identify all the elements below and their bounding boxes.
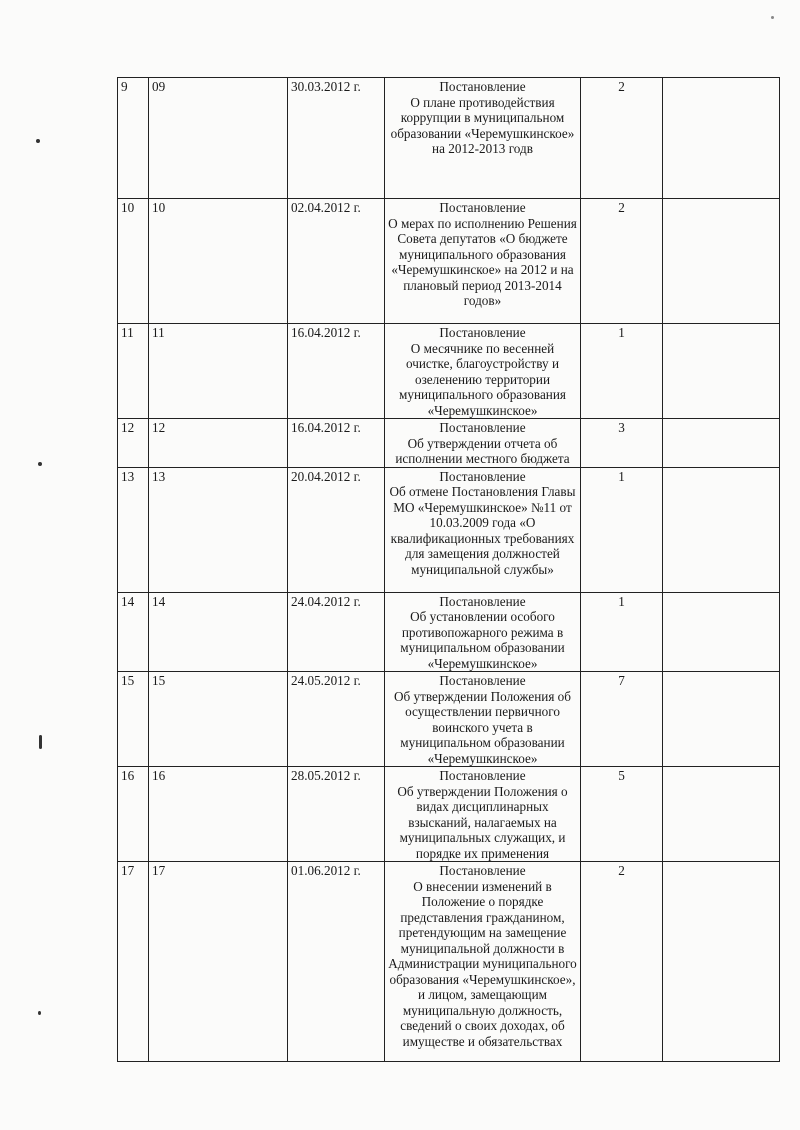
document-subject: О мерах по исполнению Решения Совета депутатов «О бюджете муниципального образования «Черемушкинское» на 2012 и на плановый период 2013-2014 годов» bbox=[388, 215, 577, 308]
document-title-cell bbox=[385, 324, 581, 419]
registration-number-cell: 15 bbox=[149, 672, 288, 767]
document-title-cell bbox=[385, 78, 581, 199]
document-subject: О месячнике по весенней очистке, благоустройству и озеленению территории муниципального образования «Черемушкинское» bbox=[399, 340, 566, 418]
page-count-cell: 3 bbox=[581, 419, 663, 468]
row-number-cell: 12 bbox=[118, 419, 149, 468]
page-count-cell: 2 bbox=[581, 862, 663, 1062]
row-number-cell: 11 bbox=[118, 324, 149, 419]
document-date-cell: 30.03.2012 г. bbox=[288, 78, 385, 199]
document-type: Постановление bbox=[439, 79, 526, 94]
document-title-cell bbox=[385, 767, 581, 862]
scan-speck bbox=[771, 16, 774, 19]
registration-number-cell: 09 bbox=[149, 78, 288, 199]
note-cell bbox=[663, 592, 780, 672]
table-row bbox=[118, 767, 780, 862]
row-number-cell: 15 bbox=[118, 672, 149, 767]
document-type: Постановление bbox=[439, 768, 526, 783]
row-number-cell: 14 bbox=[118, 592, 149, 672]
table-row bbox=[118, 324, 780, 419]
page-count-cell: 7 bbox=[581, 672, 663, 767]
register-rows bbox=[118, 78, 780, 1062]
document-register-table bbox=[117, 77, 780, 1062]
document-subject: Об установлении особого противопожарного режима в муниципальном образовании «Черемушкинское» bbox=[400, 609, 565, 671]
note-cell bbox=[663, 672, 780, 767]
document-type: Постановление bbox=[439, 325, 526, 340]
scan-speck bbox=[39, 735, 42, 749]
document-type: Постановление bbox=[439, 468, 526, 484]
page-count-cell: 2 bbox=[581, 78, 663, 199]
registration-number-cell: 13 bbox=[149, 467, 288, 592]
registration-number-cell: 14 bbox=[149, 592, 288, 672]
document-date-cell: 02.04.2012 г. bbox=[288, 199, 385, 324]
document-date-cell: 20.04.2012 г. bbox=[288, 467, 385, 592]
document-subject: Об утверждении отчета об исполнении местного бюджета bbox=[395, 435, 570, 466]
document-date-cell: 16.04.2012 г. bbox=[288, 419, 385, 468]
row-number-cell: 17 bbox=[118, 862, 149, 1062]
table-row bbox=[118, 199, 780, 324]
document-subject: О внесении изменений в Положение о порядке представления гражданином, претендующим на замещение муниципальной должности в Администрации муниципального образования «Черемушкинское», и лицом, замещающим муниципальную должность, сведений о своих доходах, об имуществе и обязательствах bbox=[388, 878, 577, 1049]
registration-number-cell: 16 bbox=[149, 767, 288, 862]
document-type: Постановление bbox=[439, 593, 526, 609]
row-number-cell: 10 bbox=[118, 199, 149, 324]
page-count-cell: 5 bbox=[581, 767, 663, 862]
note-cell bbox=[663, 78, 780, 199]
scan-speck bbox=[38, 1011, 41, 1015]
note-cell bbox=[663, 324, 780, 419]
document-date-cell: 01.06.2012 г. bbox=[288, 862, 385, 1062]
document-title-cell bbox=[385, 672, 581, 767]
document-type: Постановление bbox=[439, 673, 526, 688]
page-count-cell: 1 bbox=[581, 324, 663, 419]
table-row bbox=[118, 862, 780, 1062]
note-cell bbox=[663, 767, 780, 862]
row-number-cell: 9 bbox=[118, 78, 149, 199]
registration-number-cell: 12 bbox=[149, 419, 288, 468]
document-subject: Об утверждении Положения о видах дисциплинарных взысканий, налагаемых на муниципальных служащих, и порядке их применения bbox=[397, 783, 568, 861]
document-title-cell bbox=[385, 467, 581, 592]
document-date-cell: 28.05.2012 г. bbox=[288, 767, 385, 862]
document-title-cell bbox=[385, 199, 581, 324]
scan-speck bbox=[38, 462, 42, 466]
registration-number-cell: 10 bbox=[149, 199, 288, 324]
note-cell bbox=[663, 862, 780, 1062]
registration-number-cell: 17 bbox=[149, 862, 288, 1062]
registration-number-cell: 11 bbox=[149, 324, 288, 419]
row-number-cell: 13 bbox=[118, 467, 149, 592]
table-row bbox=[118, 78, 780, 199]
scan-speck bbox=[36, 139, 40, 143]
document-subject: О плане противодействия коррупции в муниципальном образовании «Черемушкинское» на 2012-2013 годв bbox=[390, 94, 575, 156]
row-number-cell: 16 bbox=[118, 767, 149, 862]
note-cell bbox=[663, 419, 780, 468]
table-row bbox=[118, 467, 780, 592]
document-date-cell: 16.04.2012 г. bbox=[288, 324, 385, 419]
document-title-cell bbox=[385, 419, 581, 468]
document-type: Постановление bbox=[439, 863, 526, 878]
page-count-cell: 1 bbox=[581, 467, 663, 592]
table-row bbox=[118, 592, 780, 672]
page-count-cell: 1 bbox=[581, 592, 663, 672]
page-count-cell: 2 bbox=[581, 199, 663, 324]
table-row bbox=[118, 672, 780, 767]
document-title-cell bbox=[385, 592, 581, 672]
note-cell bbox=[663, 467, 780, 592]
document-type: Постановление bbox=[439, 200, 526, 215]
document-date-cell: 24.05.2012 г. bbox=[288, 672, 385, 767]
document-subject: Об отмене Постановления Главы МО «Черемушкинское» №11 от 10.03.2009 года «О квалификационных требованиях для замещения должностей муниципальной службы» bbox=[389, 484, 576, 577]
document-title-cell bbox=[385, 862, 581, 1062]
document-subject: Об утверждении Положения об осуществлении первичного воинского учета в муниципальном образовании «Черемушкинское» bbox=[394, 688, 571, 766]
note-cell bbox=[663, 199, 780, 324]
document-date-cell: 24.04.2012 г. bbox=[288, 592, 385, 672]
table-row bbox=[118, 419, 780, 468]
document-type: Постановление bbox=[439, 420, 526, 435]
